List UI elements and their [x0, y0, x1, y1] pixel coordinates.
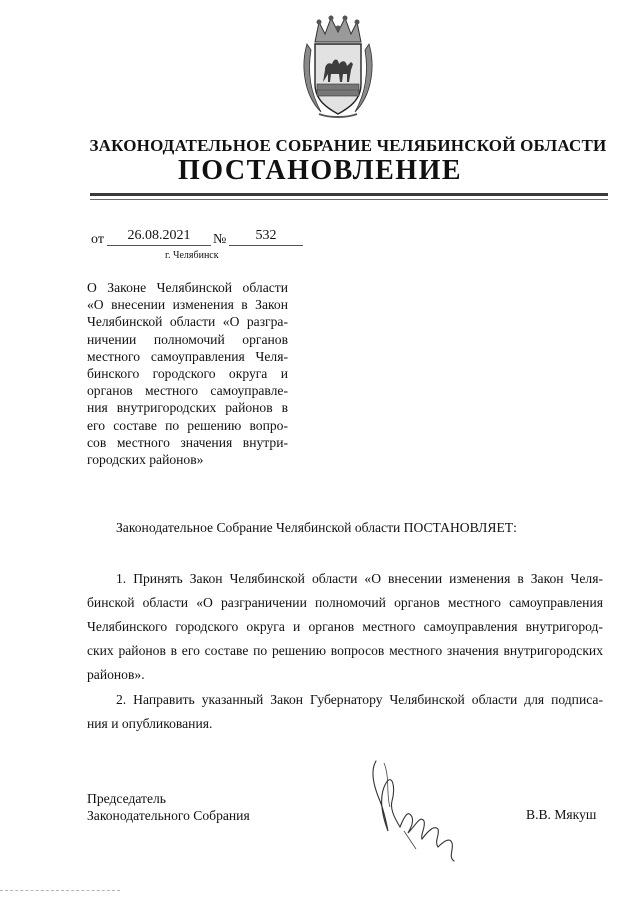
subject-line: органов местного самоуправле- [87, 383, 288, 399]
preamble: Законодательное Собрание Челябинской области ПОСТАНОВЛЯЕТ: [116, 520, 517, 535]
subject-line: ния внутригородских районов в [87, 400, 288, 416]
paragraph-line: районов». [87, 667, 145, 682]
subject-line: бинского городского округа и [87, 366, 288, 382]
signatory-name: В.В. Мякуш [526, 807, 597, 822]
subject-line: местного самоуправления Челя- [87, 348, 288, 364]
registration-line [91, 228, 321, 248]
header-rule-thin [90, 199, 608, 200]
paragraph-line: бинской области «О разграничении полномочий органов местного самоуправления [87, 595, 603, 610]
coat-of-arms-icon [301, 14, 375, 120]
subject-line: Челябинской области «О разгра- [87, 314, 288, 330]
document-number: 532 [229, 228, 303, 246]
subject-line: городских районов» [87, 452, 204, 468]
paragraph-line: ния и опубликования. [87, 716, 213, 731]
paragraph-line: 1. Принять Закон Челябинской области «О внесении изменения в Закон Челя- [116, 571, 603, 586]
document-date: 26.08.2021 [107, 228, 211, 246]
header-rule-thick [90, 193, 608, 196]
paragraph-line: Челябинского городского округа и органов местного самоуправления внутригород- [87, 619, 603, 634]
number-label: № [213, 232, 227, 247]
signatory-title [87, 790, 250, 824]
handwritten-signature-icon [364, 757, 474, 867]
signatory-title-line: Законодательного Собрания [87, 808, 250, 823]
document-type-heading: ПОСТАНОВЛЕНИЕ [177, 155, 463, 186]
city-label: г. Челябинск [165, 250, 219, 261]
paragraph-2 [87, 688, 603, 736]
date-label: от [91, 232, 104, 247]
subject-line: его составе по решению вопро- [87, 417, 288, 433]
subject-line: сов местного значения внутри- [87, 434, 288, 450]
paragraph-line: ских районов в его составе по решению вопросов местного значения внутригородских [87, 643, 603, 658]
subject-line: ничении полномочий органов [87, 331, 288, 347]
paragraph-line: 2. Направить указанный Закон Губернатору Челябинской области для подписа- [116, 692, 603, 707]
subject-line: О Законе Челябинской области [87, 280, 288, 295]
subject-line: «О внесении изменения в Закон [87, 297, 288, 313]
document-subject [87, 279, 288, 468]
footer-rule [0, 890, 120, 892]
organization-title: ЗАКОНОДАТЕЛЬНОЕ СОБРАНИЕ ЧЕЛЯБИНСКОЙ ОБЛАСТИ [89, 136, 607, 155]
paragraph-1 [87, 567, 603, 687]
signatory-title-line: Председатель [87, 791, 166, 806]
